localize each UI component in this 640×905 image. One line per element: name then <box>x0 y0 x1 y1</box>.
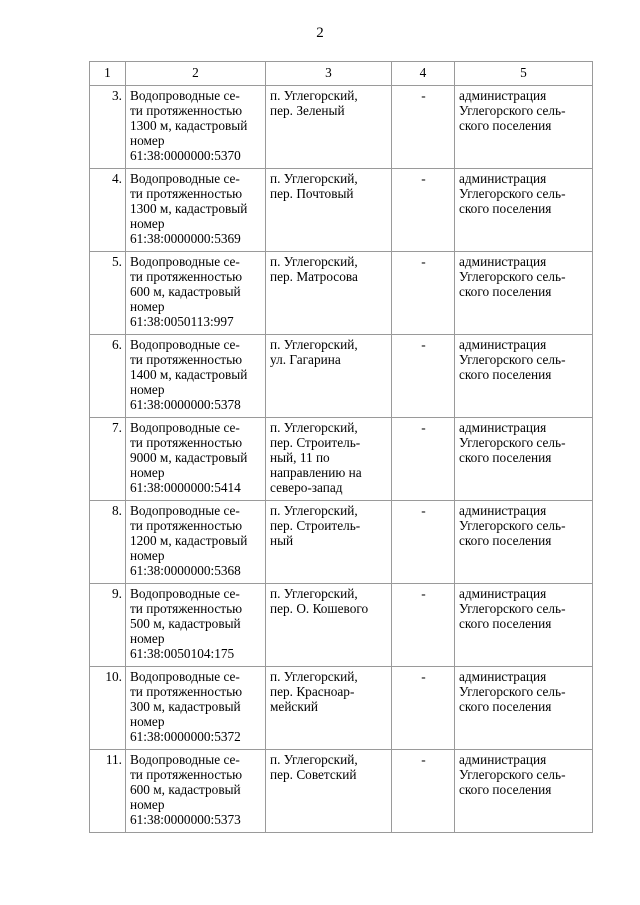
owner-line: ского поселения <box>459 698 552 714</box>
object-name-line: 1200 м, кадастровый <box>130 532 248 548</box>
owner-cell <box>455 584 593 667</box>
object-name-line: 500 м, кадастровый <box>130 615 241 631</box>
object-address-line: пер. О. Кошевого <box>270 600 369 616</box>
object-address-line: ный, 11 по <box>270 449 330 465</box>
owner-cell <box>455 169 593 252</box>
owner-line: ского поселения <box>459 200 552 216</box>
object-name-line: ти протяженностью <box>130 766 243 782</box>
header-col-1: 1 <box>90 62 126 86</box>
object-address-line: северо-запад <box>270 479 343 495</box>
object-address-line: п. Углегорский, <box>270 171 358 186</box>
owner-line: администрация <box>459 171 547 186</box>
object-address-line: п. Углегорский, <box>270 420 358 435</box>
owner-line: ского поселения <box>459 366 552 382</box>
table-header-row <box>90 62 593 86</box>
owner-line: администрация <box>459 420 547 435</box>
column-4-cell: - <box>392 418 455 501</box>
object-address-line: п. Углегорский, <box>270 586 358 601</box>
object-address-line: мейский <box>270 698 319 714</box>
header-col-4: 4 <box>392 62 455 86</box>
object-address-line: п. Углегорский, <box>270 88 358 103</box>
owner-line: Углегорского сель- <box>459 766 566 782</box>
object-address-cell <box>266 335 392 418</box>
owner-line: Углегорского сель- <box>459 351 566 367</box>
object-name-line: номер <box>130 547 165 563</box>
object-name-line: 600 м, кадастровый <box>130 781 241 797</box>
row-number: 11. <box>90 750 126 833</box>
object-address-line: пер. Советский <box>270 766 357 782</box>
table-row <box>90 169 593 252</box>
owner-cell <box>455 335 593 418</box>
table-row <box>90 667 593 750</box>
owner-cell <box>455 750 593 833</box>
owner-cell <box>455 252 593 335</box>
object-name-line: номер <box>130 630 165 646</box>
object-name-line: 61:38:0000000:5369 <box>130 230 241 246</box>
object-address-cell <box>266 501 392 584</box>
owner-line: ского поселения <box>459 283 552 299</box>
row-number: 4. <box>90 169 126 252</box>
object-name-cell <box>126 750 266 833</box>
column-4-cell: - <box>392 252 455 335</box>
object-address-line: п. Углегорский, <box>270 669 358 684</box>
owner-line: администрация <box>459 503 547 518</box>
owner-line: ского поселения <box>459 781 552 797</box>
object-name-line: Водопроводные се- <box>130 254 240 269</box>
object-name-line: номер <box>130 298 165 314</box>
owner-line: Углегорского сель- <box>459 268 566 284</box>
owner-line: администрация <box>459 669 547 684</box>
object-name-cell <box>126 252 266 335</box>
object-name-line: Водопроводные се- <box>130 503 240 518</box>
object-address-line: п. Углегорский, <box>270 503 358 518</box>
object-name-line: 61:38:0000000:5372 <box>130 728 241 744</box>
owner-line: Углегорского сель- <box>459 683 566 699</box>
object-address-line: пер. Строитель- <box>270 434 361 450</box>
column-4-cell: - <box>392 750 455 833</box>
object-name-cell <box>126 169 266 252</box>
object-name-line: 61:38:0000000:5370 <box>130 147 241 163</box>
owner-line: ского поселения <box>459 615 552 631</box>
row-number: 10. <box>90 667 126 750</box>
object-name-line: 300 м, кадастровый <box>130 698 241 714</box>
object-address-line: пер. Строитель- <box>270 517 361 533</box>
object-name-line: 61:38:0050113:997 <box>130 313 234 329</box>
object-address-line: пер. Почтовый <box>270 185 354 201</box>
object-name-cell <box>126 667 266 750</box>
object-name-cell <box>126 335 266 418</box>
object-name-line: номер <box>130 215 165 231</box>
owner-line: администрация <box>459 586 547 601</box>
objects-table <box>89 61 593 833</box>
owner-line: администрация <box>459 88 547 103</box>
object-name-line: номер <box>130 132 165 148</box>
object-name-line: номер <box>130 713 165 729</box>
page-number: 2 <box>316 25 324 41</box>
object-name-line: 600 м, кадастровый <box>130 283 241 299</box>
object-name-line: 61:38:0000000:5373 <box>130 811 241 827</box>
table-row <box>90 750 593 833</box>
header-col-5: 5 <box>455 62 593 86</box>
table-row <box>90 252 593 335</box>
object-name-line: номер <box>130 796 165 812</box>
column-4-cell: - <box>392 335 455 418</box>
header-col-2: 2 <box>126 62 266 86</box>
object-name-line: 1300 м, кадастровый <box>130 117 248 133</box>
table-row <box>90 418 593 501</box>
row-number: 7. <box>90 418 126 501</box>
object-name-line: Водопроводные се- <box>130 171 240 186</box>
object-address-line: п. Углегорский, <box>270 254 358 269</box>
row-number: 5. <box>90 252 126 335</box>
object-address-line: пер. Зеленый <box>270 102 345 118</box>
object-name-line: 61:38:0000000:5378 <box>130 396 241 412</box>
row-number: 8. <box>90 501 126 584</box>
object-name-line: 61:38:0050104:175 <box>130 645 235 661</box>
object-name-cell <box>126 584 266 667</box>
table-row <box>90 86 593 169</box>
owner-line: администрация <box>459 337 547 352</box>
object-address-cell <box>266 750 392 833</box>
object-address-line: пер. Матросова <box>270 268 358 284</box>
object-name-line: ти протяженностью <box>130 434 243 450</box>
object-name-line: ти протяженностью <box>130 268 243 284</box>
object-name-line: ти протяженностью <box>130 102 243 118</box>
object-name-line: ти протяженностью <box>130 351 243 367</box>
object-address-line: п. Углегорский, <box>270 337 358 352</box>
table-row <box>90 584 593 667</box>
object-name-line: номер <box>130 464 165 480</box>
object-name-line: Водопроводные се- <box>130 669 240 684</box>
object-name-line: Водопроводные се- <box>130 337 240 352</box>
object-name-line: ти протяженностью <box>130 600 243 616</box>
owner-cell <box>455 86 593 169</box>
object-name-line: Водопроводные се- <box>130 88 240 103</box>
table-row <box>90 335 593 418</box>
owner-line: Углегорского сель- <box>459 102 566 118</box>
owner-cell <box>455 667 593 750</box>
owner-line: ского поселения <box>459 532 552 548</box>
header-col-3: 3 <box>266 62 392 86</box>
object-name-line: номер <box>130 381 165 397</box>
owner-cell <box>455 418 593 501</box>
object-address-cell <box>266 86 392 169</box>
owner-line: Углегорского сель- <box>459 434 566 450</box>
column-4-cell: - <box>392 667 455 750</box>
column-4-cell: - <box>392 86 455 169</box>
object-name-cell <box>126 501 266 584</box>
object-name-cell <box>126 86 266 169</box>
owner-line: ского поселения <box>459 117 552 133</box>
object-address-line: пер. Красноар- <box>270 683 355 699</box>
object-address-line: направлению на <box>270 464 362 480</box>
object-name-line: 1400 м, кадастровый <box>130 366 248 382</box>
owner-line: Углегорского сель- <box>459 600 566 616</box>
table-row <box>90 501 593 584</box>
column-4-cell: - <box>392 584 455 667</box>
object-address-cell <box>266 169 392 252</box>
object-name-line: Водопроводные се- <box>130 752 240 767</box>
object-address-line: п. Углегорский, <box>270 752 358 767</box>
owner-line: администрация <box>459 254 547 269</box>
object-name-line: ти протяженностью <box>130 517 243 533</box>
object-name-line: 9000 м, кадастровый <box>130 449 248 465</box>
table-body <box>90 86 593 833</box>
object-address-cell <box>266 667 392 750</box>
object-address-cell <box>266 252 392 335</box>
row-number: 3. <box>90 86 126 169</box>
owner-line: Углегорского сель- <box>459 185 566 201</box>
row-number: 9. <box>90 584 126 667</box>
object-address-line: ный <box>270 532 294 548</box>
object-name-line: Водопроводные се- <box>130 586 240 601</box>
object-name-cell <box>126 418 266 501</box>
object-address-cell <box>266 584 392 667</box>
object-address-line: ул. Гагарина <box>270 351 341 367</box>
object-name-line: ти протяженностью <box>130 683 243 699</box>
object-name-line: ти протяженностью <box>130 185 243 201</box>
object-name-line: 61:38:0000000:5414 <box>130 479 241 495</box>
column-4-cell: - <box>392 501 455 584</box>
row-number: 6. <box>90 335 126 418</box>
column-4-cell: - <box>392 169 455 252</box>
object-name-line: 61:38:0000000:5368 <box>130 562 241 578</box>
owner-line: администрация <box>459 752 547 767</box>
object-name-line: Водопроводные се- <box>130 420 240 435</box>
owner-line: ского поселения <box>459 449 552 465</box>
object-name-line: 1300 м, кадастровый <box>130 200 248 216</box>
owner-cell <box>455 501 593 584</box>
object-address-cell <box>266 418 392 501</box>
owner-line: Углегорского сель- <box>459 517 566 533</box>
